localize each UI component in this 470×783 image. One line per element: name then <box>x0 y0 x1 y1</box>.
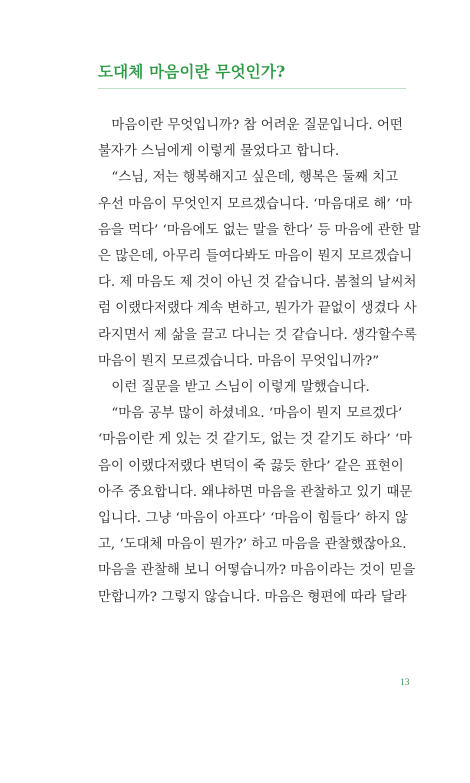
paragraph <box>98 113 438 165</box>
text-line: 마음이 뭔지 모르겠습니다. 마음이 무엇입니까?” <box>98 353 380 369</box>
text-line: 마음을 관찰해 보니 어떻습니까? 마음이라는 것이 믿을 <box>98 563 416 579</box>
page-number: 13 <box>400 678 410 688</box>
paragraph <box>98 401 438 611</box>
text-line: 불자가 스님에게 이렇게 물었다고 합니다. <box>98 144 340 160</box>
text-line: 우선 마음이 무엇인지 모르겠습니다. ‘마음대로 해’ ‘마 <box>98 196 413 212</box>
chapter-title: 도대체 마음이란 무엇인가? <box>98 62 286 81</box>
paragraph <box>98 375 438 401</box>
text-line: 아주 중요합니다. 왜냐하면 마음을 관찰하고 있기 때문 <box>98 484 413 500</box>
text-line: 음이 이랬다저랬다 변덕이 죽 끓듯 한다’ 같은 표현이 <box>98 458 404 474</box>
text-line: ‘마음이란 게 있는 것 같기도, 없는 것 같기도 하다’ ‘마 <box>98 432 413 448</box>
title-divider <box>98 88 406 89</box>
text-line: 이런 질문을 받고 스님이 이렇게 말했습니다. <box>111 380 370 396</box>
text-line: 만합니까? 그렇지 않습니다. 마음은 형편에 따라 달라 <box>98 589 407 605</box>
text-line: 럼 이랬다저랬다 계속 변하고, 뭔가가 끝없이 생겼다 사 <box>98 301 417 317</box>
text-line: 음을 먹다’ ‘마음에도 없는 말을 한다’ 등 마음에 관한 말 <box>98 222 421 238</box>
text-line: “스님, 저는 행복해지고 싶은데, 행복은 둘째 치고 <box>111 170 399 186</box>
text-line: 마음이란 무엇입니까? 참 어려운 질문입니다. 어떤 <box>111 118 403 133</box>
text-line: 입니다. 그냥 ‘마음이 아프다’ ‘마음이 힘들다’ 하지 않 <box>98 511 408 527</box>
text-line: “마음 공부 많이 하셨네요. ‘마음이 뭔지 모르겠다’ <box>111 406 403 422</box>
text-line: 고, ‘도대체 마음이 뭔가?’ 하고 마음을 관찰했잖아요. <box>98 537 407 553</box>
text-line: 다. 제 마음도 제 것이 아닌 것 같습니다. 봄철의 날씨처 <box>98 275 417 291</box>
paragraph <box>98 165 438 375</box>
body-text <box>98 113 438 611</box>
text-line: 은 많은데, 아무리 들여다봐도 마음이 뭔지 모르겠습니 <box>98 249 413 265</box>
text-line: 라지면서 제 삶을 끌고 다니는 것 같습니다. 생각할수록 <box>98 327 417 343</box>
